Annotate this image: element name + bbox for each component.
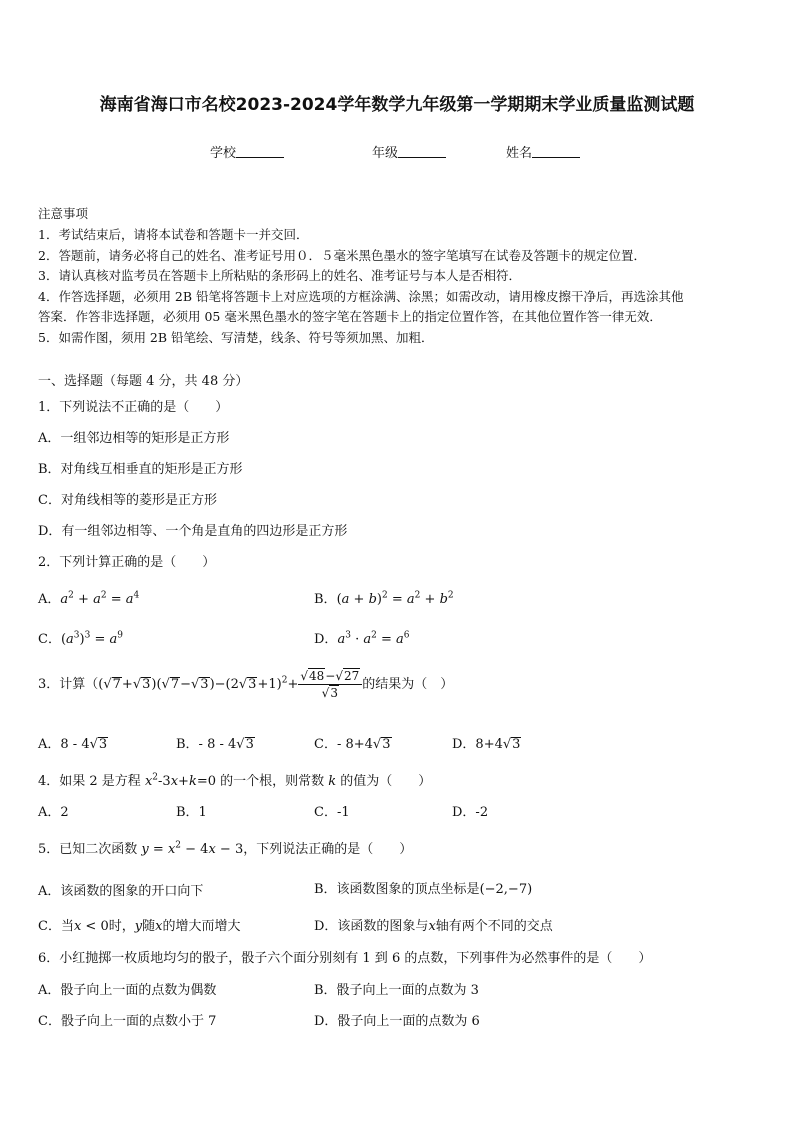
notes-heading: 注意事项 — [38, 206, 89, 221]
q2-option-a: A．$a^2 + a^2 = a^4$ — [38, 590, 140, 607]
q3-option-a: A．8 - 4√3 — [38, 737, 108, 752]
q3-option-b: B．- 8 - 4√3 — [176, 737, 254, 752]
q1-option-b: B．对角线互相垂直的矩形是正方形 — [38, 462, 243, 477]
q1-option-c: C．对角线相等的菱形是正方形 — [38, 493, 217, 508]
note-item: 1．考试结束后，请将本试卷和答题卡一并交回． — [38, 227, 309, 242]
q2-option-d: D．$a^3 \cdot a^2 = a^6$ — [314, 630, 410, 647]
q1-option-a: A．一组邻边相等的矩形是正方形 — [38, 431, 230, 446]
q2-stem: 2．下列计算正确的是（ ） — [38, 555, 216, 570]
school-field — [210, 142, 284, 161]
q4-option-b: B．1 — [176, 805, 207, 820]
q4-option-c: C．-1 — [314, 805, 350, 820]
q6-stem: 6．小红抛掷一枚质地均匀的骰子，骰子六个面分别刻有 1 到 6 的点数，下列事件为必然事件的是（ ） — [38, 951, 652, 966]
page-title: 海南省海口市名校2023-2024学年数学九年级第一学期期末学业质量监测试题 — [99, 95, 695, 115]
q4-option-a: A．2 — [38, 805, 69, 820]
q3-option-c: C．- 8+4√3 — [314, 737, 391, 752]
q3-fraction: $\frac{√48-√27}{√3}$ — [298, 668, 362, 701]
q5-option-c: C．当x < 0时，y随x的增大而增大 — [38, 919, 241, 934]
q5-option-a: A．该函数的图象的开口向下 — [38, 884, 204, 899]
q1-option-d: D．有一组邻边相等、一个角是直角的四边形是正方形 — [38, 524, 348, 539]
q4-stem: 4．如果 2 是方程 $x^2-3x+k=0$ 的一个根，则常数 k 的值为（ ） — [38, 772, 432, 789]
q1-stem: 1．下列说法不正确的是（ ） — [38, 400, 229, 415]
note-item: 答案．作答非选择题，必须用 05 毫米黑色墨水的签字笔在答题卡上的指定位置作答，在其他位置作答一律无效． — [38, 309, 662, 324]
q3-option-d: D．8+4√3 — [452, 737, 521, 752]
section-heading: 一、选择题（每题 4 分，共 48 分） — [38, 374, 249, 389]
q6-option-c: C．骰子向上一面的点数小于 7 — [38, 1014, 217, 1029]
name-label: 姓名 — [506, 146, 533, 161]
q5-option-d: D．该函数的图象与x轴有两个不同的交点 — [314, 919, 553, 934]
q6-option-d: D．骰子向上一面的点数为 6 — [314, 1014, 480, 1029]
q3-stem: 3．计算（$(√7+√3)(√7-√3)-(2√3+1)^2+$ $\frac{√48-√27}{√3}$ 的结果为（ ） — [38, 669, 454, 700]
name-field — [506, 142, 580, 161]
q5-option-b: B．该函数图象的顶点坐标是(−2,−7) — [314, 882, 533, 897]
note-item: 3．请认真核对监考员在答题卡上所粘贴的条形码上的姓名、准考证号与本人是否相符． — [38, 268, 521, 283]
grade-field — [372, 142, 446, 161]
note-item: 5．如需作图，须用 2B 铅笔绘、写清楚，线条、符号等须加黑、加粗． — [38, 330, 434, 345]
note-item: 2．答题前，请务必将自己的姓名、准考证号用０．５毫米黑色墨水的签字笔填写在试卷及答题卡的规定位置． — [38, 248, 646, 263]
q2-option-c: C．$(a^3)^3 = a^9$ — [38, 630, 124, 647]
q4-option-d: D．-2 — [452, 805, 489, 820]
q5-stem: 5．已知二次函数 $y = x^2 - 4x - 3$，下列说法正确的是（ ） — [38, 840, 413, 857]
grade-label: 年级 — [372, 146, 399, 161]
note-item: 4．作答选择题，必须用 2B 铅笔将答题卡上对应选项的方框涂满、涂黑；如需改动，请用橡皮擦干净后，再选涂其他 — [38, 289, 684, 304]
q6-option-b: B．骰子向上一面的点数为 3 — [314, 983, 479, 998]
q6-option-a: A．骰子向上一面的点数为偶数 — [38, 983, 217, 998]
q2-option-b: B．$(a + b)^2 = a^2 + b^2$ — [314, 590, 454, 607]
school-label: 学校 — [210, 146, 237, 161]
